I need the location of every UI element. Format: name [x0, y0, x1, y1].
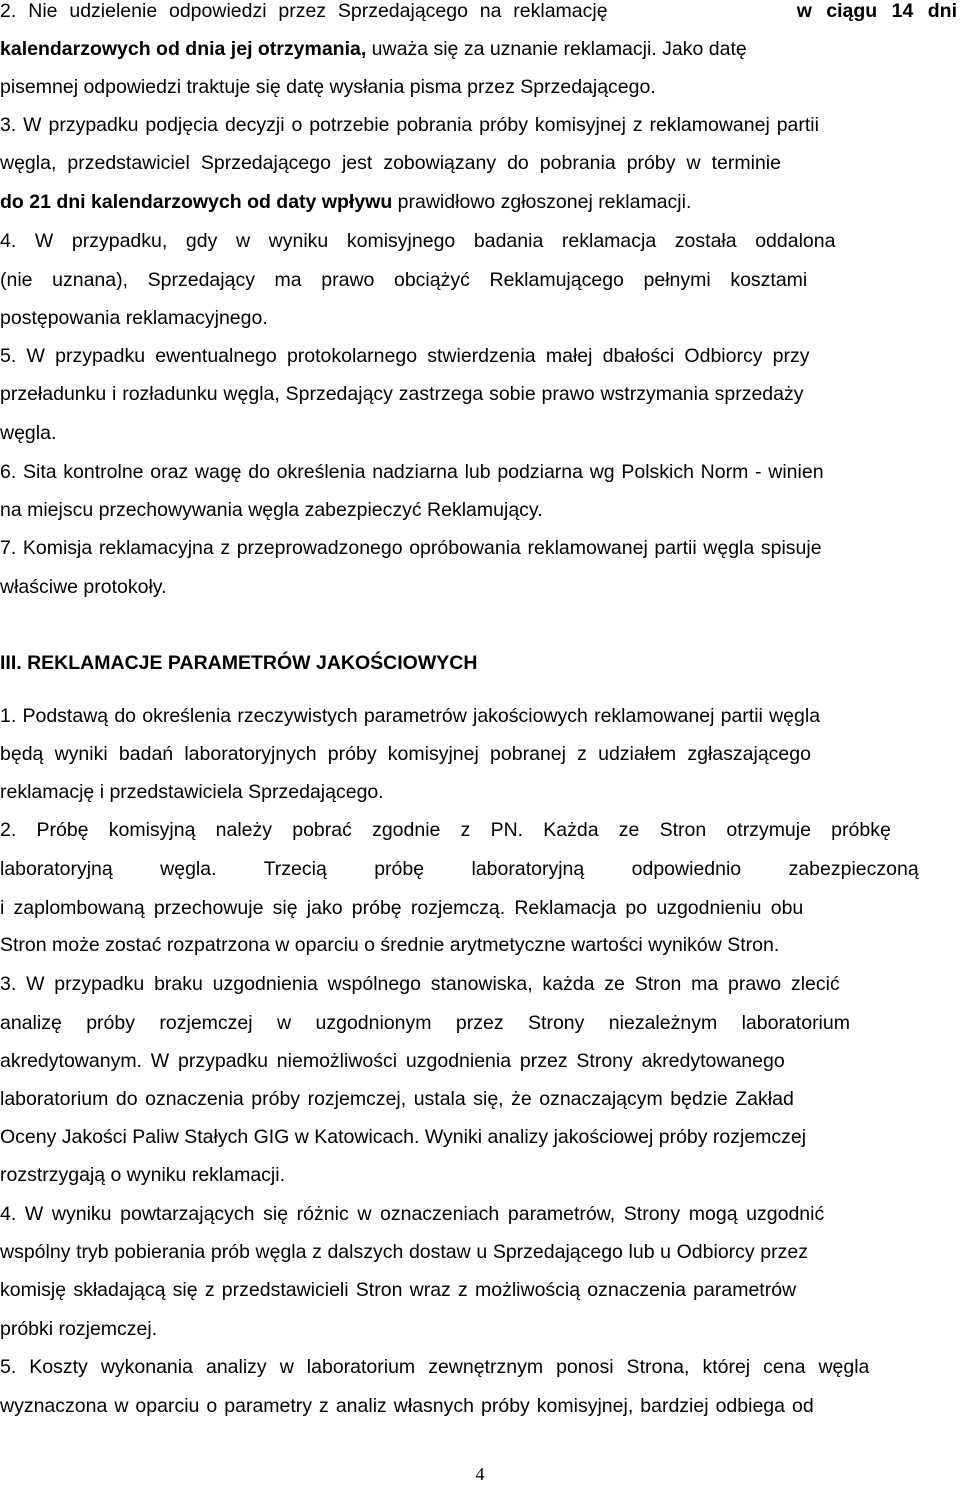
text-run: 3. W przypadku podjęcia decyzji o potrzebie pobrania próby komisyjnej z reklamowanej partii — [0, 114, 819, 136]
paragraph-line — [0, 1310, 157, 1348]
text-run: 7. Komisja reklamacyjna z przeprowadzonego opróbowania reklamowanej partii węgla spisuje — [0, 537, 822, 559]
text-run: 3. W przypadku braku uzgodnienia wspólnego stanowiska, każda ze Stron ma prawo zlecić — [0, 973, 840, 995]
paragraph-line — [0, 299, 268, 337]
paragraph-line — [0, 568, 167, 606]
text-run: będą wyniki badań laboratoryjnych próby komisyjnej pobranej z udziałem zgłaszającego — [0, 743, 811, 765]
text-run: laboratoryjną węgla. Trzecią próbę laboratoryjną odpowiednio zabezpieczoną — [0, 858, 919, 880]
paragraph-line — [0, 68, 656, 106]
section-heading: III. REKLAMACJE PARAMETRÓW JAKOŚCIOWYCH — [0, 652, 478, 674]
text-run: właściwe protokoły. — [0, 576, 167, 598]
paragraph-line — [0, 30, 957, 68]
line-words — [28, 0, 957, 30]
paragraph-line — [0, 773, 384, 811]
page-number: 4 — [475, 1464, 485, 1484]
text-run: węgla. — [0, 422, 57, 444]
text-run: wspólny tryb pobierania prób węgla z dalszych dostaw u Sprzedającego lub u Odbiorcy przez — [0, 1241, 808, 1263]
text-run: komisję składającą się z przedstawicieli Stron wraz z możliwością oznaczenia parametrów — [0, 1279, 797, 1301]
paragraph-line — [0, 1042, 785, 1080]
paragraph-line — [0, 491, 543, 529]
paragraph-line — [0, 414, 56, 452]
paragraph-line — [0, 1004, 850, 1042]
text-run: 6. Sita kontrolne oraz wagę do określenia nadziarna lub podziarna wg Polskich Norm - winien — [0, 461, 824, 483]
bold-text-run: w ciągu 14 dni — [796, 0, 957, 22]
paragraph-line — [0, 1387, 814, 1425]
text-run: Oceny Jakości Paliw Stałych GIG w Katowicach. Wyniki analizy jakościowej próby rozjemczej — [0, 1126, 807, 1148]
paragraph-line — [0, 1156, 285, 1194]
justified-text — [0, 0, 957, 30]
paragraph-line — [0, 375, 804, 413]
paragraph-line — [0, 1118, 806, 1156]
text-run: na miejscu przechowywania węgla zabezpieczyć Reklamujący. — [0, 499, 543, 521]
text-run: rozstrzygają o wyniku reklamacji. — [0, 1164, 286, 1186]
text-run: Nie udzielenie odpowiedzi przez Sprzedającego na reklamację — [28, 0, 620, 22]
text-run: (nie uznana), Sprzedający ma prawo obciążyć Reklamującego pełnymi kosztami — [0, 269, 808, 291]
paragraph-line — [0, 1271, 796, 1309]
text-run: próbki rozjemczej. — [0, 1318, 158, 1340]
paragraph-line — [0, 1195, 824, 1233]
text-run: postępowania reklamacyjnego. — [0, 307, 268, 329]
paragraph-line — [0, 529, 822, 567]
paragraph-line — [0, 1348, 869, 1386]
paragraph-line — [0, 735, 811, 773]
paragraph-line — [0, 106, 819, 144]
text-run: 4. W wyniku powtarzających się różnic w oznaczeniach parametrów, Strony mogą uzgodnić — [0, 1203, 825, 1225]
text-run: 1. Podstawą do określenia rzeczywistych parametrów jakościowych reklamowanej partii węgla — [0, 705, 821, 727]
text-run: węgla, przedstawiciel Sprzedającego jest zobowiązany do pobrania próby w terminie — [0, 152, 781, 174]
text-run: laboratorium do oznaczenia próby rozjemczej, ustala się, że oznaczającym będzie Zakład — [0, 1088, 794, 1110]
paragraph-line — [0, 261, 807, 299]
paragraph-line — [0, 889, 803, 927]
text-run: 5. W przypadku ewentualnego protokolarnego stwierdzenia małej dbałości Odbiorcy przy — [0, 345, 810, 367]
text-run: pisemnej odpowiedzi traktuje się datę wysłania pisma przez Sprzedającego. — [0, 76, 656, 98]
paragraph-line — [0, 337, 810, 375]
paragraph-line — [0, 183, 691, 221]
paragraph-line — [0, 222, 835, 260]
text-run: 2. Próbę komisyjną należy pobrać zgodnie z PN. Każda ze Stron otrzymuje próbkę — [0, 819, 891, 841]
text-run: przeładunku i rozładunku węgla, Sprzedający zastrzega sobie prawo wstrzymania sprzedaży — [0, 383, 804, 405]
text-run: i zaplombowaną przechowuje się jako próbę rozjemczą. Reklamacja po uzgodnieniu obu — [0, 897, 804, 919]
paragraph-line — [0, 1080, 794, 1118]
bold-text-run: kalendarzowych od dnia jej otrzymania, — [0, 38, 367, 60]
paragraph-line — [0, 144, 781, 182]
paragraph-line — [0, 453, 824, 491]
text-run: akredytowanym. W przypadku niemożliwości uzgodnienia przez Strony akredytowanego — [0, 1050, 785, 1072]
paragraph-line — [0, 697, 820, 735]
text-run: wyznaczona w oparciu o parametry z analiz własnych próby komisyjnej, bardziej odbiega od — [0, 1395, 814, 1417]
paragraph-line — [0, 850, 919, 888]
paragraph-line — [0, 1233, 808, 1271]
text-run: prawidłowo zgłoszonej reklamacji. — [392, 191, 692, 213]
paragraph-line — [0, 0, 957, 30]
bold-text-run: do 21 dni kalendarzowych od daty wpływu — [0, 191, 393, 213]
text-run: analizę próby rozjemczej w uzgodnionym przez Strony niezależnym laboratorium — [0, 1012, 850, 1034]
text-run: uważa się za uznanie reklamacji. Jako datę — [366, 38, 747, 60]
paragraph-line — [0, 965, 840, 1003]
text-run: 5. Koszty wykonania analizy w laboratorium zewnętrznym ponosi Strona, której cena węgla — [0, 1356, 870, 1378]
text-run: 4. W przypadku, gdy w wyniku komisyjnego badania reklamacja została oddalona — [0, 230, 836, 252]
paragraph-line — [0, 926, 779, 964]
item-number: 2. — [0, 0, 17, 22]
text-run: Stron może zostać rozpatrzona w oparciu o średnie arytmetyczne wartości wyników Stron. — [0, 934, 780, 956]
text-run: reklamację i przedstawiciela Sprzedającego. — [0, 781, 384, 803]
paragraph-line — [0, 811, 891, 849]
